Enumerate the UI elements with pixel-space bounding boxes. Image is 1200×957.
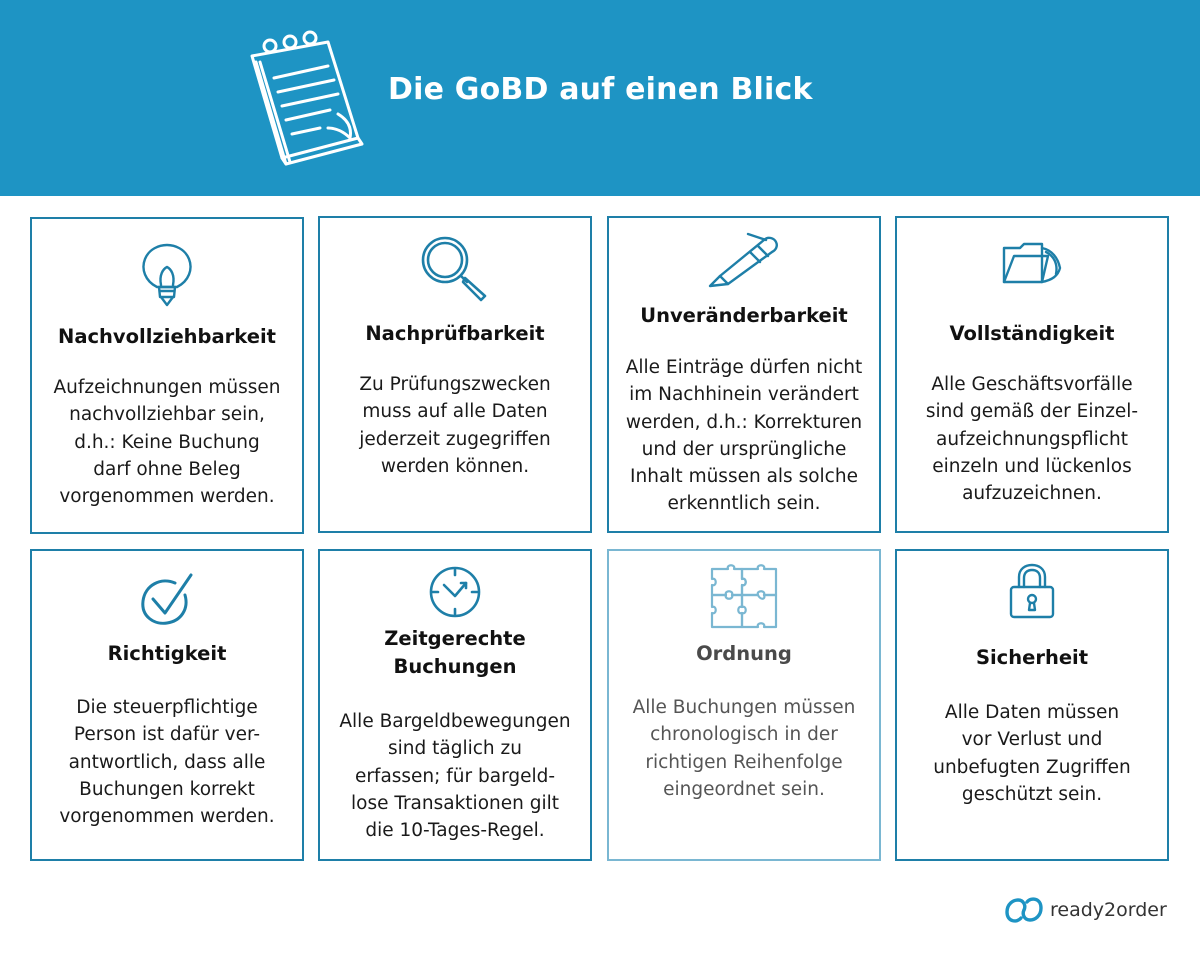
magnifier-icon <box>419 234 491 304</box>
card-text: Alle Daten müssen vor Verlust und unbefugten Zugriffen geschützt sein. <box>933 702 1131 805</box>
page-title: Die GoBD auf einen Blick <box>388 72 813 107</box>
checkmark-icon <box>137 571 197 627</box>
card-title: Vollständigkeit <box>949 322 1115 345</box>
card-sicherheit <box>895 549 1169 861</box>
card-text: Alle Bargeldbewegungen sind täglich zu erfassen; für bargeld- lose Transaktionen gilt die 10-Tages-Regel. <box>339 711 571 842</box>
card-nachpruefbarkeit <box>318 216 592 533</box>
card-text: Aufzeichnungen müssen nachvollziehbar sein, d.h.: Keine Buchung darf ohne Beleg vorgenommen werden. <box>53 377 281 508</box>
card-text: Alle Geschäftsvorfälle sind gemäß der Einzel- aufzeichnungspflicht einzeln und lückenlos aufzuzeichnen. <box>925 374 1139 505</box>
header-banner <box>0 0 1200 196</box>
card-zeitgerechte-buchungen <box>318 549 592 861</box>
pen-icon <box>706 232 782 288</box>
card-title: Nachvollziehbarkeit <box>58 325 276 348</box>
lightbulb-icon <box>137 241 197 309</box>
card-unveraenderbarkeit <box>607 216 881 533</box>
card-title: Sicherheit <box>975 646 1089 669</box>
card-title: Ordnung <box>696 642 792 665</box>
brand <box>1004 896 1174 928</box>
notepad-icon <box>240 28 370 168</box>
clock-icon <box>428 565 482 619</box>
card-text: Zu Prüfungszwecken muss auf alle Daten jederzeit zugegriffen werden können. <box>359 374 551 477</box>
card-nachvollziehbarkeit <box>30 217 304 534</box>
card-title: Zeitgerechte Buchungen <box>384 627 526 678</box>
puzzle-icon <box>708 565 780 631</box>
card-richtigkeit <box>30 549 304 861</box>
card-text: Alle Buchungen müssen chronologisch in der richtigen Reihenfolge eingeordnet sein. <box>632 697 856 800</box>
card-title: Richtigkeit <box>107 642 227 665</box>
card-vollstaendigkeit <box>895 216 1169 533</box>
card-text: Alle Einträge dürfen nicht im Nachhinein verändert werden, d.h.: Korrekturen und der ursprüngliche Inhalt müssen als solche erkenntlich sein. <box>625 357 863 515</box>
brand-name: ready2order <box>1050 899 1167 921</box>
folder-icon <box>1000 240 1064 286</box>
card-title: Unveränderbarkeit <box>640 304 848 327</box>
card-title: Nachprüfbarkeit <box>365 322 545 345</box>
ready2order-logo-icon <box>1004 896 1044 924</box>
card-ordnung <box>607 549 881 861</box>
padlock-icon <box>1007 563 1057 619</box>
card-text: Die steuerpflichtige Person ist dafür ver- antwortlich, dass alle Buchungen korrekt vorgenommen werden. <box>59 697 275 828</box>
